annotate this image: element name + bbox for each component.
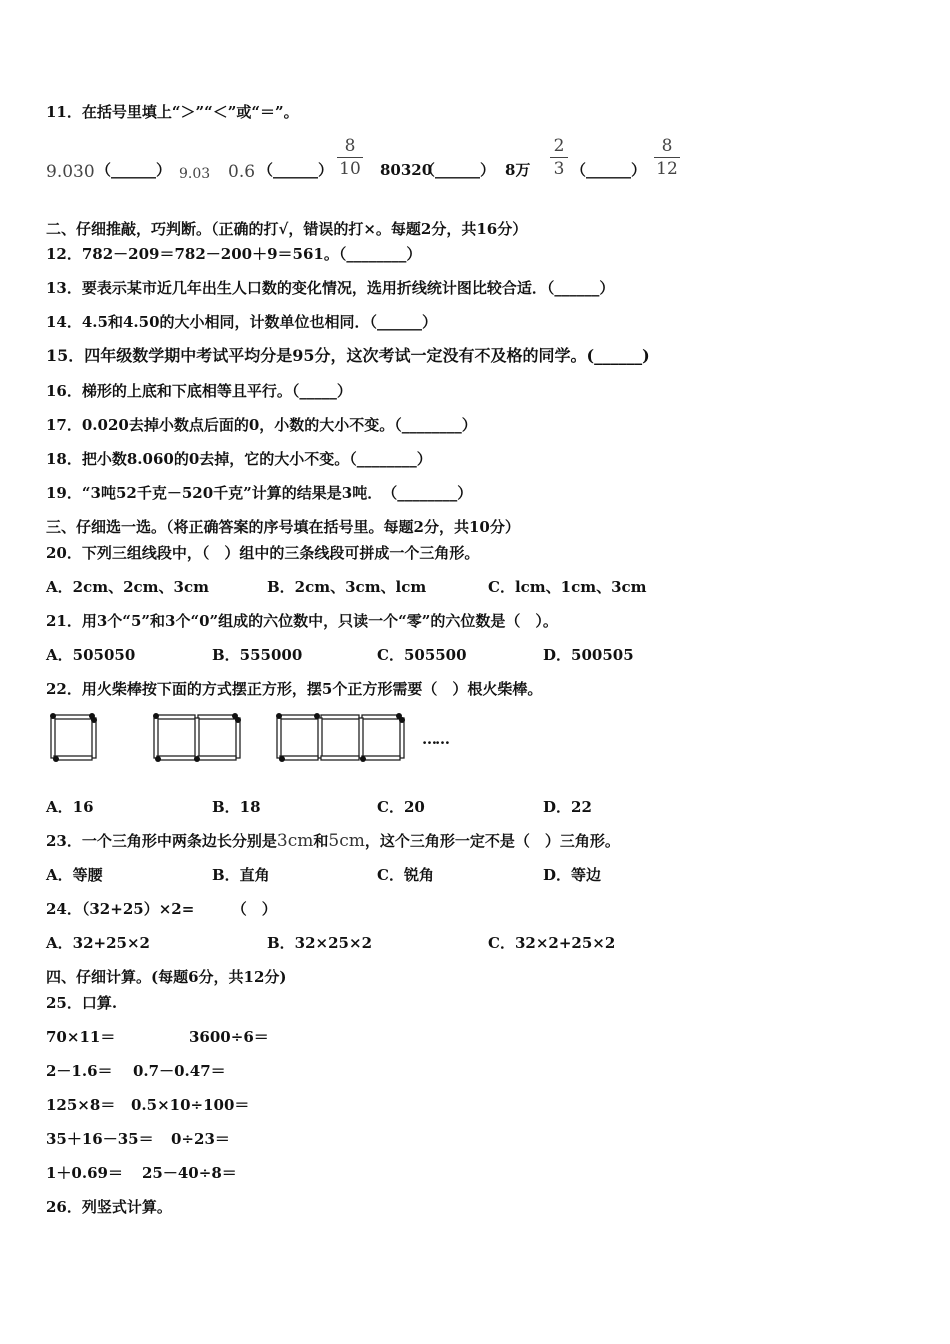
q16: 16．梯形的上底和下底相等且平行。（_____）	[46, 382, 352, 400]
q11-d-blank[interactable]: （______）	[571, 161, 647, 179]
matchstick-figure-3-squares	[277, 715, 404, 760]
q25-r5-c2: 25－40÷8＝	[142, 1164, 237, 1182]
q22-option-a[interactable]: A．16	[46, 798, 94, 816]
q23-stem	[46, 831, 620, 851]
q21-option-d[interactable]: D．500505	[543, 646, 634, 664]
q11-d-denominator2: 12	[656, 159, 678, 179]
q22-stem: 22．用火柴棒按下面的方式摆正方形，摆5个正方形需要（ ）根火柴棒。	[46, 680, 543, 698]
q13: 13．要表示某市近几年出生人口数的变化情况，选用折线统计图比较合适．（______）	[46, 279, 615, 297]
q21-stem: 21．用3个“5”和3个“0”组成的六位数中，只读一个“零”的六位数是（ ）。	[46, 612, 558, 630]
section4-heading: 四、仔细计算。(每题6分，共12分)	[46, 968, 287, 986]
q11-a-right: 9.03	[179, 166, 211, 182]
q11-d-fraction2	[654, 136, 680, 179]
q11-c-blank[interactable]: （______）	[420, 161, 496, 179]
q14: 14．4.5和4.50的大小相同，计数单位也相同．（______）	[46, 313, 438, 331]
q25-r3-c2: 0.5×10÷100＝	[131, 1096, 250, 1114]
q25-r4-c2: 0÷23＝	[171, 1130, 230, 1148]
q24-stem: 24．（32+25）×2= （ ）	[46, 900, 277, 918]
q11-d-numerator1: 2	[553, 136, 565, 156]
q24-option-a[interactable]: A．32+25×2	[46, 934, 150, 952]
q11-d-fraction1	[550, 136, 568, 179]
q25-r5-c1: 1＋0.69＝	[46, 1164, 123, 1182]
q19: 19．“3吨52千克－520千克”计算的结果是3吨． （________）	[46, 484, 473, 502]
q24-option-b[interactable]: B．32×25×2	[267, 934, 373, 952]
q25-r2-c2: 0.7－0.47＝	[133, 1062, 226, 1080]
q22-option-b[interactable]: B．18	[212, 798, 261, 816]
q25-r1-c1: 70×11＝	[46, 1028, 116, 1046]
q18: 18．把小数8.060的0去掉，它的大小不变。（________）	[46, 450, 432, 468]
q23-len2: 5cm	[328, 831, 365, 851]
q11-b-denominator: 10	[339, 159, 361, 179]
q23-option-c[interactable]: C．锐角	[377, 866, 434, 884]
q11-a-left: 9.030	[46, 162, 95, 182]
q20-stem: 20．下列三组线段中，（ ）组中的三条线段可拼成一个三角形。	[46, 544, 480, 562]
q12: 12．782－209＝782－200＋9＝561。（________）	[46, 245, 422, 263]
q11-b-blank[interactable]: （______）	[258, 161, 334, 179]
q23-mid: 和	[313, 832, 329, 850]
q11-d-numerator2: 8	[661, 136, 673, 156]
q11-b-left: 0.6	[228, 162, 256, 182]
q20-option-a[interactable]: A．2cm、2cm、3cm	[46, 578, 209, 596]
q11-d-denominator1: 3	[553, 159, 565, 179]
q23-option-b[interactable]: B．直角	[212, 866, 270, 884]
q21-option-c[interactable]: C．505500	[377, 646, 467, 664]
q23-len1: 3cm	[276, 831, 314, 851]
q22-option-c[interactable]: C．20	[377, 798, 425, 816]
q17: 17．0.020去掉小数点后面的0，小数的大小不变。（________）	[46, 416, 477, 434]
q11-a-blank[interactable]: （______）	[96, 161, 172, 179]
section2-heading: 二、仔细推敲，巧判断。（正确的打√，错误的打×。每题2分，共16分）	[46, 220, 528, 238]
q21-option-b[interactable]: B．555000	[212, 646, 303, 664]
q25-r3-c1: 125×8＝	[46, 1096, 116, 1114]
q21-option-a[interactable]: A．505050	[46, 646, 136, 664]
q11-b-numerator: 8	[344, 136, 356, 156]
q25-stem: 25．口算.	[46, 994, 118, 1012]
q11-stem: 11．在括号里填上“＞”“＜”或“＝”。	[46, 103, 299, 121]
q20-option-c[interactable]: C．lcm、1cm、3cm	[488, 578, 647, 596]
matchstick-figures	[40, 705, 480, 775]
q24-option-c[interactable]: C．32×2+25×2	[488, 934, 616, 952]
q11-b-fraction	[337, 136, 363, 179]
q23-stem-b: ，这个三角形一定不是（ ）三角形。	[364, 832, 620, 850]
q23-option-a[interactable]: A．等腰	[46, 866, 103, 884]
q23-option-d[interactable]: D．等边	[543, 866, 602, 884]
q15: 15．四年级数学期中考试平均分是95分，这次考试一定没有不及格的同学。(______)	[46, 346, 650, 365]
section3-heading: 三、仔细选一选。（将正确答案的序号填在括号里。每题2分，共10分）	[46, 518, 520, 536]
q26-stem: 26．列竖式计算。	[46, 1198, 172, 1216]
q25-r4-c1: 35＋16－35＝	[46, 1130, 154, 1148]
q22-option-d[interactable]: D．22	[543, 798, 592, 816]
matchstick-figure-2-squares	[154, 715, 240, 760]
q22-ellipsis: ……	[422, 730, 448, 748]
q25-r1-c2: 3600÷6＝	[189, 1028, 269, 1046]
matchstick-figure-1-square	[51, 715, 96, 760]
q20-option-b[interactable]: B．2cm、3cm、lcm	[267, 578, 427, 596]
q23-stem-a: 23．一个三角形中两条边长分别是	[46, 832, 277, 850]
q11-c-left: 80320	[380, 161, 433, 179]
q25-r2-c1: 2－1.6＝	[46, 1062, 113, 1080]
q11-c-right: 8万	[505, 161, 531, 179]
